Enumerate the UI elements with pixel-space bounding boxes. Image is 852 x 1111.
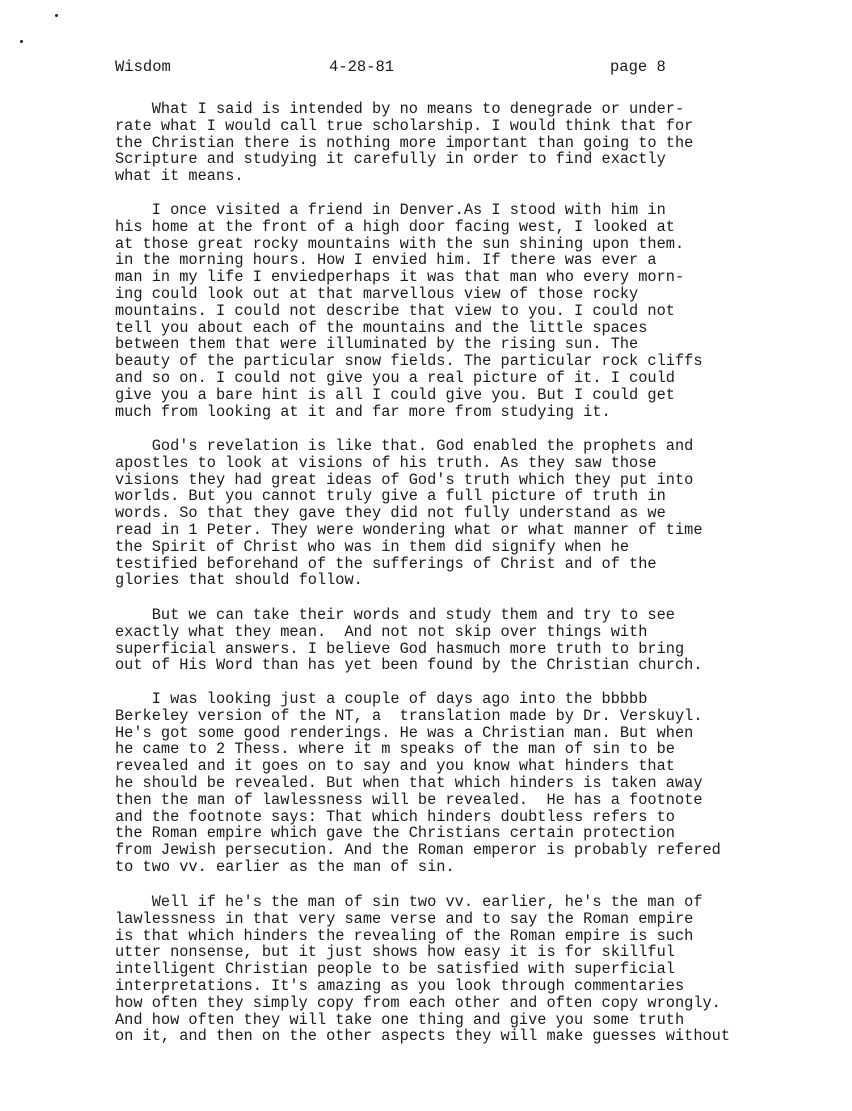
text-line: visions they had great ideas of God's truth which they put into	[115, 470, 694, 489]
text-line: glories that should follow.	[115, 571, 363, 590]
text-line: mountains. I could not describe that view to you. I could not	[115, 301, 675, 320]
paragraph	[115, 438, 703, 589]
text-line: read in 1 Peter. They were wondering what or what manner of time	[115, 520, 703, 539]
text-line: I was looking just a couple of days ago into the bbbbb	[115, 690, 648, 708]
text-line: then the man of lawlessness will be revealed. He has a footnote	[115, 790, 703, 809]
text-line: in the morning hours. How I envied him. If there was ever a	[115, 251, 657, 270]
text-line: he should be revealed. But when that which hinders is taken away	[115, 773, 703, 792]
paragraph	[115, 691, 721, 876]
text-line: from Jewish persecution. And the Roman emperor is probably refered	[115, 841, 721, 860]
text-line: I once visited a friend in Denver.As I stood with him in	[115, 201, 666, 219]
text-line: he came to 2 Thess. where it m speaks of the man of sin to be	[115, 740, 675, 759]
text-line: revealed and it goes on to say and you know what hinders that	[115, 757, 675, 776]
text-line: his home at the front of a high door facing west, I looked at	[115, 217, 675, 236]
paragraph	[115, 607, 703, 674]
text-line: But we can take their words and study them and try to see	[115, 606, 675, 624]
text-line: at those great rocky mountains with the sun shining upon them.	[115, 234, 685, 253]
paragraph	[115, 202, 703, 420]
margin-mark	[55, 14, 58, 17]
header-page-number: page 8	[610, 58, 666, 76]
text-line: what it means.	[115, 167, 244, 186]
header-date: 4-28-81	[329, 58, 395, 76]
text-line: beauty of the particular snow fields. The particular rock cliffs	[115, 352, 703, 371]
text-line: out of His Word than has yet been found by the Christian church.	[115, 656, 703, 675]
text-line: Well if he's the man of sin two vv. earlier, he's the man of	[115, 893, 703, 911]
text-line: much from looking at it and far more from studying it.	[115, 402, 611, 421]
margin-mark	[20, 40, 23, 43]
text-line: intelligent Christian people to be satisfied with superficial	[115, 960, 675, 979]
text-line: between them that were illuminated by the rising sun. The	[115, 335, 639, 354]
text-line: testified beforehand of the sufferings of Christ and of the	[115, 554, 657, 573]
text-line: the Roman empire which gave the Christians certain protection	[115, 824, 675, 843]
text-line: words. So that they gave they did not fully understand as we	[115, 504, 666, 523]
text-line: is that which hinders the revealing of the Roman empire is such	[115, 926, 694, 945]
text-line: lawlessness in that very same verse and to say the Roman empire	[115, 909, 694, 928]
page-header	[115, 58, 715, 78]
paragraph	[115, 894, 730, 1045]
text-line: give you a bare hint is all I could give you. But I could get	[115, 385, 675, 404]
text-line: ing could look out at that marvellous view of those rocky	[115, 284, 639, 303]
text-line: Scripture and studying it carefully in order to find exactly	[115, 150, 666, 169]
text-line: on it, and then on the other aspects they will make guesses without	[115, 1027, 731, 1046]
text-line: God's revelation is like that. God enabled the prophets and	[115, 437, 694, 455]
text-line: the Christian there is nothing more important than going to the	[115, 133, 694, 152]
text-line: to two vv. earlier as the man of sin.	[115, 857, 455, 876]
text-line: interpretations. It's amazing as you look through commentaries	[115, 976, 685, 995]
paragraph	[115, 101, 693, 185]
text-line: What I said is intended by no means to denegrade or under-	[115, 100, 685, 118]
header-title: Wisdom	[115, 58, 171, 76]
text-line: Berkeley version of the NT, a translation made by Dr. Verskuyl.	[115, 706, 703, 725]
text-line: man in my life I enviedperhaps it was that man who every morn-	[115, 268, 685, 287]
text-line: exactly what they mean. And not not skip over things with	[115, 622, 648, 641]
text-line: and the footnote says: That which hinders doubtless refers to	[115, 807, 675, 826]
text-line: apostles to look at visions of his truth. As they saw those	[115, 453, 657, 472]
text-line: utter nonsense, but it just shows how easy it is for skillful	[115, 943, 675, 962]
text-line: And how often they will take one thing and give you some truth	[115, 1010, 685, 1029]
text-line: tell you about each of the mountains and the little spaces	[115, 318, 648, 337]
text-line: and so on. I could not give you a real picture of it. I could	[115, 368, 675, 387]
text-line: He's got some good renderings. He was a Christian man. But when	[115, 723, 694, 742]
text-line: worlds. But you cannot truly give a full picture of truth in	[115, 487, 666, 506]
text-line: the Spirit of Christ who was in them did signify when he	[115, 537, 630, 556]
text-line: how often they simply copy from each other and often copy wrongly.	[115, 993, 721, 1012]
text-line: rate what I would call true scholarship. I would think that for	[115, 116, 694, 135]
text-line: superficial answers. I believe God hasmuch more truth to bring	[115, 639, 685, 658]
